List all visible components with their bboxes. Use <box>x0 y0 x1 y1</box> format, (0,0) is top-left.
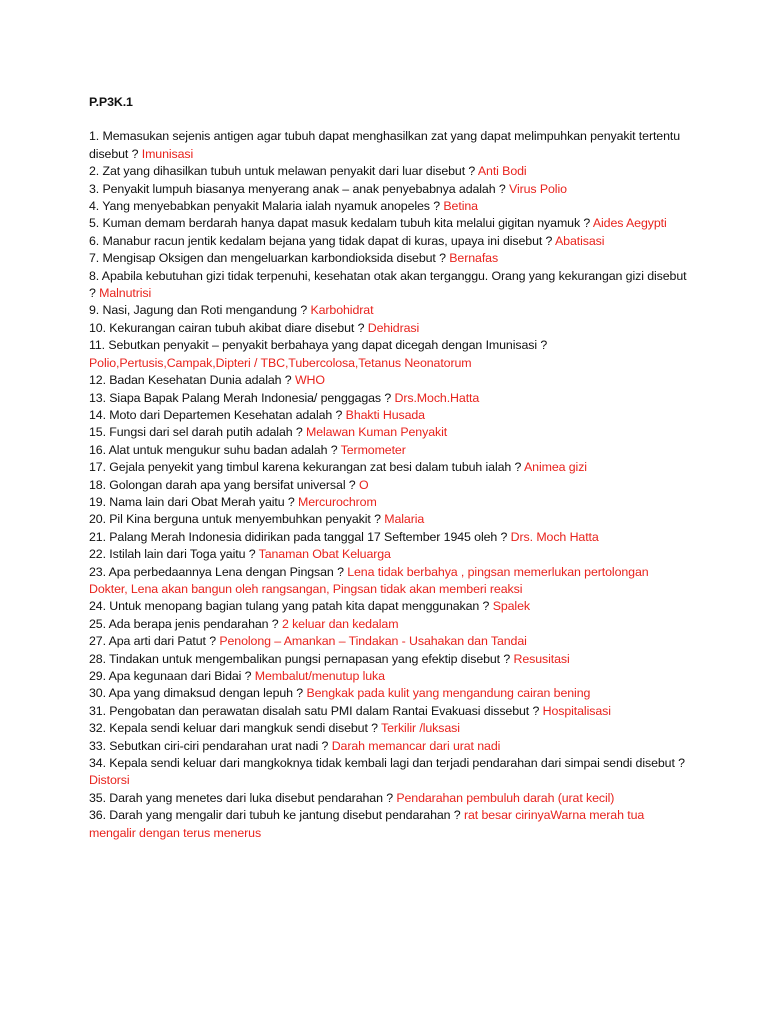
question-text: 15. Fungsi dari sel darah putih adalah ? <box>89 425 307 440</box>
question-text: 36. Darah yang mengalir dari tubuh ke jantung disebut pendarahan ? <box>89 808 464 823</box>
qa-item <box>89 390 689 407</box>
qa-item <box>89 790 689 807</box>
qa-item <box>89 633 689 650</box>
question-text: 20. Pil Kina berguna untuk menyembuhkan penyakit ? <box>89 512 385 527</box>
answer-text: Resusitasi <box>513 651 570 666</box>
qa-item <box>89 268 689 303</box>
qa-item <box>89 407 689 424</box>
answer-text: Drs. Moch Hatta <box>510 529 599 544</box>
answer-text: Anti Bodi <box>477 164 527 179</box>
answer-text: Termometer <box>340 442 406 457</box>
qa-item <box>89 546 689 563</box>
answer-text: Tanaman Obat Keluarga <box>258 547 391 562</box>
answer-text: Animea gizi <box>524 460 587 475</box>
question-text: 30. Apa yang dimaksud dengan lepuh ? <box>89 686 307 701</box>
qa-item <box>89 250 689 267</box>
answer-text: Dehidrasi <box>367 320 420 335</box>
question-text: 14. Moto dari Departemen Kesehatan adalah ? <box>89 407 346 422</box>
question-text: 13. Siapa Bapak Palang Merah Indonesia/ penggagas ? <box>89 390 395 405</box>
question-text: 32. Kepala sendi keluar dari mangkuk sendi disebut ? <box>89 721 382 736</box>
question-text: 34. Kepala sendi keluar dari mangkoknya tidak kembali lagi dan terjadi pendarahan dari simpai sendi disebut ? <box>89 756 685 771</box>
question-text: 19. Nama lain dari Obat Merah yaitu ? <box>89 494 299 509</box>
question-text: 27. Apa arti dari Patut ? <box>89 634 220 649</box>
answer-text: Imunisasi <box>141 146 194 161</box>
question-text: 35. Darah yang menetes dari luka disebut pendarahan ? <box>89 790 397 805</box>
qa-item <box>89 442 689 459</box>
answer-text: Spalek <box>492 599 530 614</box>
qa-item <box>89 616 689 633</box>
question-text: 9. Nasi, Jagung dan Roti mengandung ? <box>89 303 311 318</box>
qa-item <box>89 198 689 215</box>
question-text: 25. Ada berapa jenis pendarahan ? <box>89 616 282 631</box>
qa-item <box>89 128 689 163</box>
qa-item <box>89 459 689 476</box>
answer-text: Bhakti Husada <box>345 407 425 422</box>
question-text: 29. Apa kegunaan dari Bidai ? <box>89 669 255 683</box>
qa-item <box>89 598 689 615</box>
question-text: 28. Tindakan untuk mengembalikan pungsi pernapasan yang efektip disebut ? <box>89 651 514 666</box>
qa-item <box>89 755 689 790</box>
qa-item <box>89 703 689 720</box>
qa-item <box>89 233 689 250</box>
answer-text: Melawan Kuman Penyakit <box>306 425 448 440</box>
question-text: 6. Manabur racun jentik kedalam bejana yang tidak dapat di kuras, upaya ini disebut ? <box>89 233 555 248</box>
qa-item <box>89 738 689 755</box>
qa-list <box>89 128 689 842</box>
answer-text: Bengkak pada kulit yang mengandung cairan bening <box>306 686 591 701</box>
qa-item <box>89 320 689 337</box>
answer-text: Hospitalisasi <box>542 703 611 718</box>
qa-item <box>89 511 689 528</box>
answer-text: Penolong – Amankan – Tindakan - Usahakan dan Tandai <box>219 634 527 649</box>
qa-item <box>89 685 689 702</box>
answer-text: Bernafas <box>449 251 499 266</box>
answer-text: Polio,Pertusis,Campak,Dipteri / TBC,Tubercolosa,Tetanus Neonatorum <box>89 355 472 370</box>
qa-item <box>89 163 689 180</box>
question-text: 17. Gejala penyekit yang timbul karena kekurangan zat besi dalam tubuh ialah ? <box>89 460 525 475</box>
answer-text: Lena tidak berbahya , pingsan memerlukan pertolongan Dokter, Lena akan bangun oleh rangsangan, Pingsan tidak akan memberi reaksi <box>89 564 649 596</box>
answer-text: Virus Polio <box>509 181 567 196</box>
answer-text: Abatisasi <box>555 233 605 248</box>
question-text: 33. Sebutkan ciri-ciri pendarahan urat nadi ? <box>89 738 332 753</box>
question-text: 23. Apa perbedaannya Lena dengan Pingsan ? <box>89 564 348 579</box>
question-text: 5. Kuman demam berdarah hanya dapat masuk kedalam tubuh kita melalui gigitan nyamuk ? <box>89 216 593 231</box>
document-page <box>89 94 689 842</box>
question-text: 16. Alat untuk mengukur suhu badan adalah ? <box>89 442 341 457</box>
question-text: 10. Kekurangan cairan tubuh akibat diare disebut ? <box>89 320 368 335</box>
qa-item <box>89 668 689 685</box>
qa-item <box>89 424 689 441</box>
qa-item <box>89 215 689 232</box>
qa-item <box>89 181 689 198</box>
answer-text: Karbohidrat <box>310 303 374 318</box>
answer-text: Membalut/menutup luka <box>254 669 385 683</box>
qa-item <box>89 494 689 511</box>
question-text: 8. Apabila kebutuhan gizi tidak terpenuhi, kesehatan otak akan terganggu. Orang yang kekurangan gizi disebut ? <box>89 268 687 301</box>
qa-item <box>89 337 689 372</box>
qa-item <box>89 477 689 494</box>
question-text: 1. Memasukan sejenis antigen agar tubuh dapat menghasilkan zat yang dapat melimpuhkan penyakit tertentu disebut ? <box>89 129 681 161</box>
question-text: 24. Untuk menopang bagian tulang yang patah kita dapat menggunakan ? <box>89 599 493 614</box>
question-text: 31. Pengobatan dan perawatan disalah satu PMI dalam Rantai Evakuasi dissebut ? <box>89 703 543 718</box>
answer-text: Darah memancar dari urat nadi <box>331 738 501 753</box>
answer-text: Terkilir /luksasi <box>381 721 460 736</box>
qa-item <box>89 302 689 319</box>
answer-text: Mercurochrom <box>298 494 377 509</box>
question-text: 11. Sebutkan penyakit – penyakit berbahaya yang dapat dicegah dengan Imunisasi ? <box>89 338 548 353</box>
answer-text: Distorsi <box>89 773 130 788</box>
qa-item <box>89 529 689 546</box>
question-text: 12. Badan Kesehatan Dunia adalah ? <box>89 373 295 388</box>
question-text: 21. Palang Merah Indonesia didirikan pada tanggal 17 Seftember 1945 oleh ? <box>89 529 511 544</box>
answer-text: WHO <box>294 373 325 388</box>
answer-text: Malnutrisi <box>99 286 152 301</box>
answer-text: Malaria <box>384 512 425 527</box>
question-text: 3. Penyakit lumpuh biasanya menyerang anak – anak penyebabnya adalah ? <box>89 181 509 196</box>
qa-item <box>89 372 689 389</box>
question-text: 2. Zat yang dihasilkan tubuh untuk melawan penyakit dari luar disebut ? <box>89 164 478 179</box>
answer-text: O <box>358 477 369 492</box>
qa-item <box>89 651 689 668</box>
qa-item <box>89 720 689 737</box>
answer-text: 2 keluar dan kedalam <box>281 616 399 631</box>
answer-text: Drs.Moch.Hatta <box>394 390 480 405</box>
answer-text: rat besar cirinyaWarna merah tua mengalir dengan terus menerus <box>89 808 645 840</box>
qa-item <box>89 807 689 842</box>
document-title: P.P3K.1 <box>89 95 133 109</box>
qa-item <box>89 564 689 599</box>
question-text: 18. Golongan darah apa yang bersifat universal ? <box>89 477 359 492</box>
answer-text: Betina <box>443 199 478 214</box>
answer-text: Aides Aegypti <box>592 216 667 231</box>
question-text: 4. Yang menyebabkan penyakit Malaria ialah nyamuk anopeles ? <box>89 199 444 214</box>
question-text: 7. Mengisap Oksigen dan mengeluarkan karbondioksida disebut ? <box>89 251 450 266</box>
answer-text: Pendarahan pembuluh darah (urat kecil) <box>396 790 615 805</box>
question-text: 22. Istilah lain dari Toga yaitu ? <box>89 547 259 562</box>
